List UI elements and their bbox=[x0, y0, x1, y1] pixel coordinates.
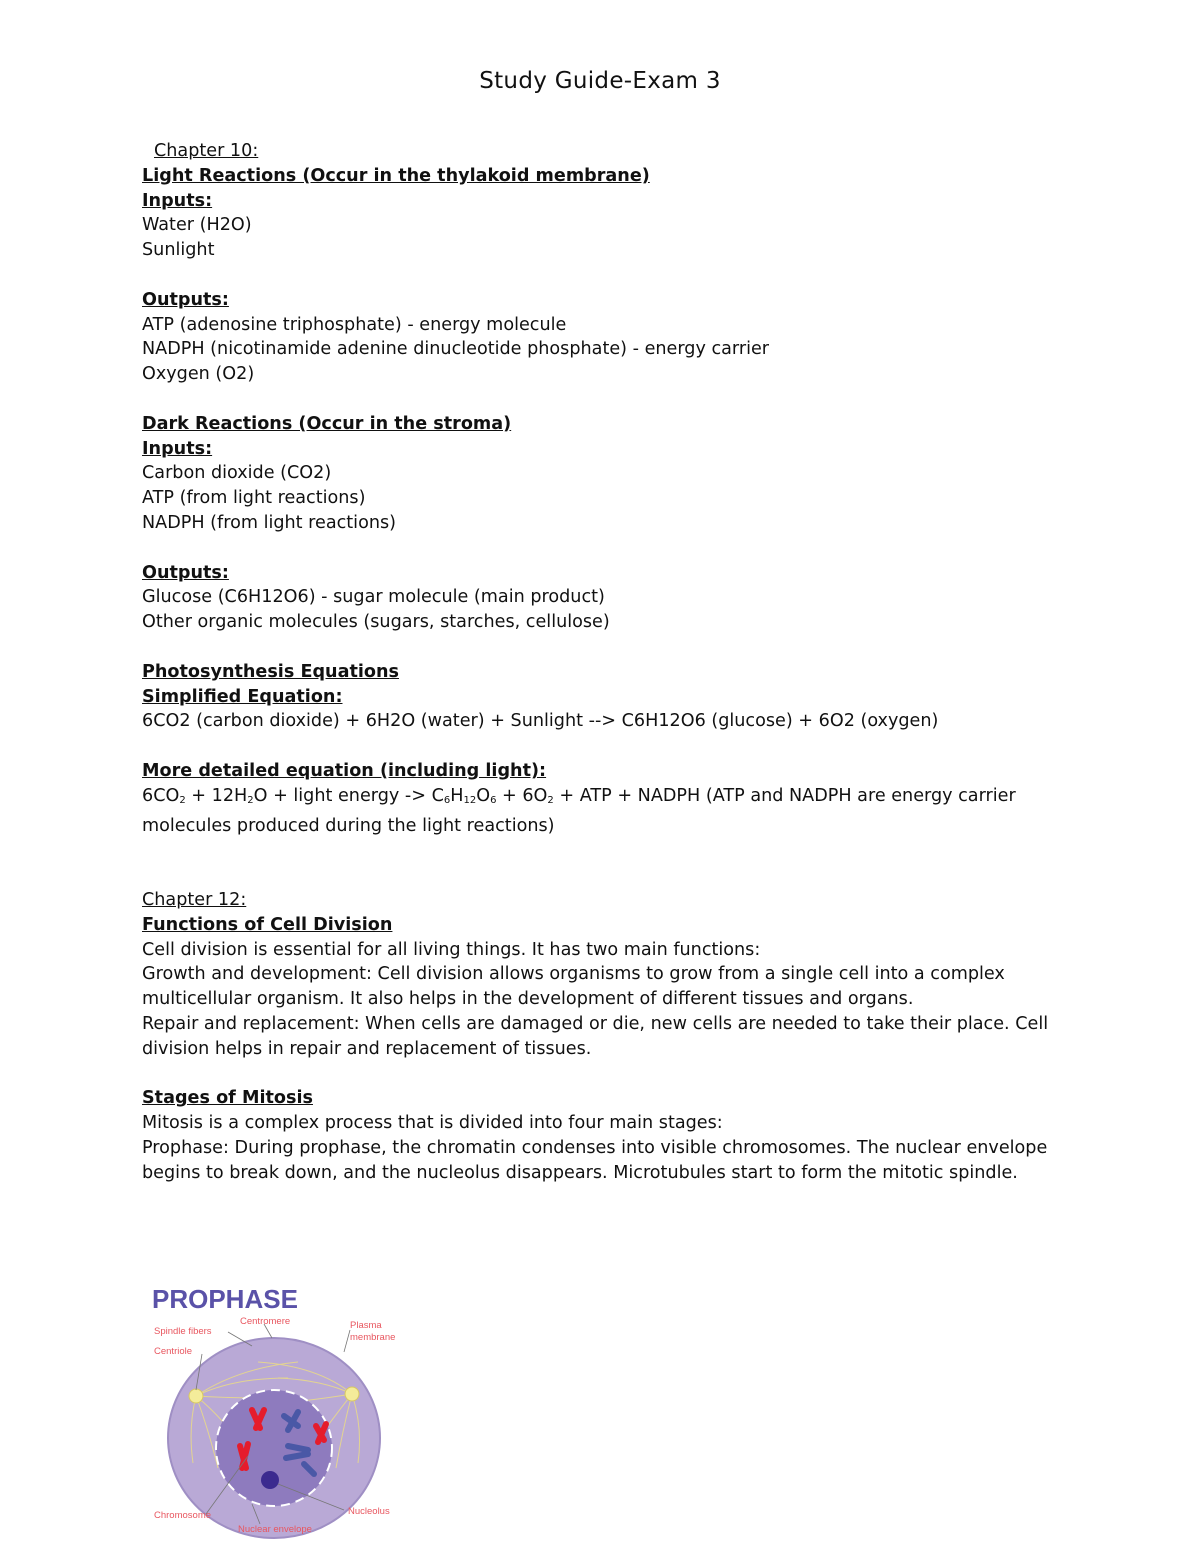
label-chromosome: Chromosome bbox=[154, 1510, 212, 1521]
light-outputs-heading: Outputs: bbox=[142, 289, 229, 310]
prophase-diagram bbox=[148, 1278, 418, 1550]
document-body bbox=[142, 139, 1082, 1185]
dark-input-item: Carbon dioxide (CO2) bbox=[142, 463, 332, 484]
cell-division-paragraph: Cell division is essential for all living things. It has two main functions: bbox=[142, 939, 761, 960]
light-output-item: ATP (adenosine triphosphate) - energy molecule bbox=[142, 314, 567, 335]
label-centromere: Centromere bbox=[240, 1316, 291, 1327]
mitosis-heading: Stages of Mitosis bbox=[142, 1088, 313, 1109]
dark-input-item: NADPH (from light reactions) bbox=[142, 512, 397, 533]
label-nuclear-envelope: Nuclear envelope bbox=[238, 1524, 312, 1535]
mitosis-paragraph: Mitosis is a complex process that is divided into four main stages: bbox=[142, 1113, 723, 1134]
centriole-left bbox=[189, 1389, 203, 1403]
dark-input-item: ATP (from light reactions) bbox=[142, 488, 366, 509]
light-output-item: Oxygen (O2) bbox=[142, 364, 255, 385]
chapter-10-label: Chapter 10: bbox=[154, 141, 259, 161]
light-reactions-heading: Light Reactions (Occur in the thylakoid membrane) bbox=[142, 165, 650, 186]
equations-heading: Photosynthesis Equations bbox=[142, 661, 399, 682]
label-spindle-fibers: Spindle fibers bbox=[154, 1326, 212, 1337]
label-plasma-membrane-1: Plasma bbox=[350, 1320, 382, 1331]
page-title: Study Guide-Exam 3 bbox=[479, 68, 721, 94]
detailed-equation: $6CO_2 + 12H_2O$ + light energy -> $C_6H_{12}O_6 + 6O_2$ + ATP + NADPH (ATP and NADPH are energy carrier molecules produced during the light reactions) bbox=[142, 785, 1016, 836]
label-centriole: Centriole bbox=[154, 1346, 193, 1357]
light-input-item: Water (H2O) bbox=[142, 215, 252, 236]
dark-outputs-heading: Outputs: bbox=[142, 562, 229, 583]
simplified-equation: 6CO2 (carbon dioxide) + 6H2O (water) + Sunlight --> C6H12O6 (glucose) + 6O2 (oxygen) bbox=[142, 711, 939, 732]
figure-title: PROPHASE bbox=[152, 1284, 298, 1314]
label-plasma-membrane-2: membrane bbox=[350, 1332, 396, 1343]
light-input-item: Sunlight bbox=[142, 240, 215, 261]
cell-division-paragraph: Growth and development: Cell division allows organisms to grow from a single cell into a complex multicellular organism. It also helps in the development of different tissues and organs. bbox=[142, 964, 1005, 1010]
nucleus bbox=[216, 1390, 332, 1506]
simplified-equation-heading: Simplified Equation: bbox=[142, 686, 343, 707]
centriole-right bbox=[345, 1387, 359, 1401]
dark-reactions-heading: Dark Reactions (Occur in the stroma) bbox=[142, 413, 512, 434]
dark-output-item: Glucose (C6H12O6) - sugar molecule (main product) bbox=[142, 587, 605, 608]
light-output-item: NADPH (nicotinamide adenine dinucleotide phosphate) - energy carrier bbox=[142, 339, 770, 360]
label-nucleolus: Nucleolus bbox=[348, 1506, 390, 1517]
dark-output-item: Other organic molecules (sugars, starches, cellulose) bbox=[142, 612, 610, 633]
detailed-equation-heading: More detailed equation (including light): bbox=[142, 760, 547, 781]
cell-division-heading: Functions of Cell Division bbox=[142, 914, 393, 935]
prophase-figure bbox=[148, 1278, 418, 1550]
mitosis-paragraph: Prophase: During prophase, the chromatin condenses into visible chromosomes. The nuclear envelope begins to break down, and the nucleolus disappears. Microtubules start to form the mitotic spindle. bbox=[142, 1137, 1048, 1183]
cell-division-paragraph: Repair and replacement: When cells are damaged or die, new cells are needed to take their place. Cell division helps in repair and replacement of tissues. bbox=[142, 1013, 1049, 1059]
light-inputs-heading: Inputs: bbox=[142, 190, 213, 211]
dark-inputs-heading: Inputs: bbox=[142, 438, 213, 459]
nucleolus bbox=[261, 1471, 279, 1489]
chapter-12-label: Chapter 12: bbox=[142, 889, 247, 910]
